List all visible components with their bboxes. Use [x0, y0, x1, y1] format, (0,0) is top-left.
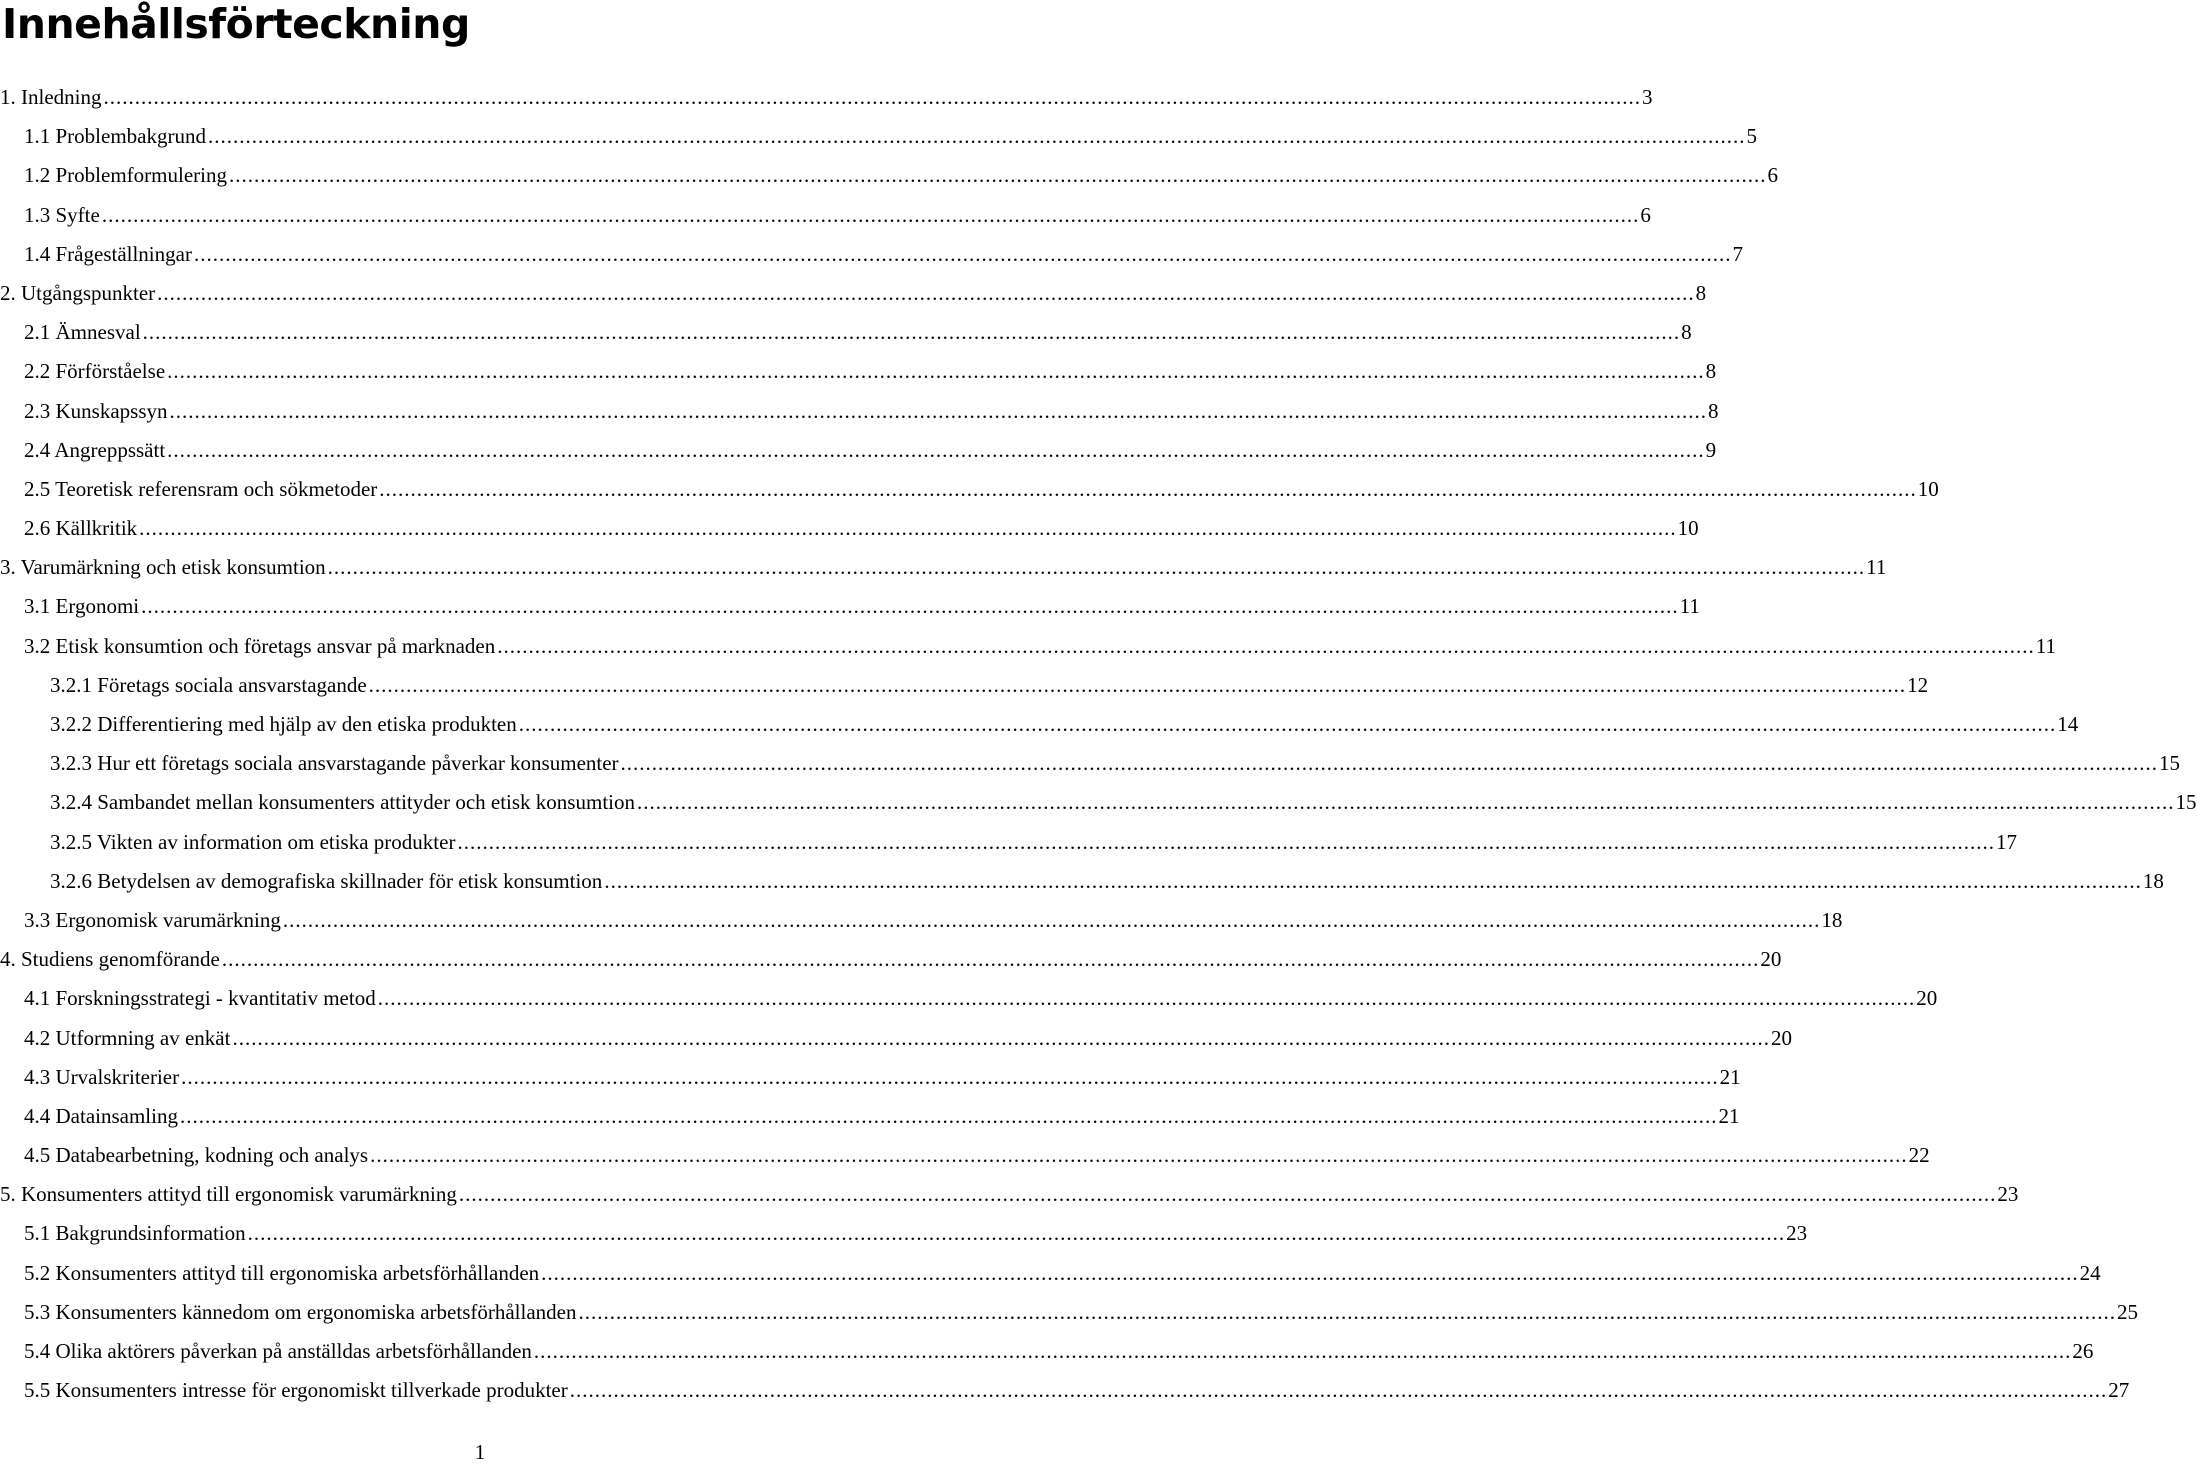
toc-dot-leader — [578, 1293, 2116, 1332]
toc-entry-page: 8 — [1708, 398, 1719, 423]
toc-entry-page: 12 — [1907, 672, 1929, 697]
toc-entry[interactable] — [0, 979, 1938, 1018]
toc-entry[interactable] — [0, 783, 2197, 822]
toc-entry[interactable] — [0, 1293, 2138, 1332]
page-number: 1 — [474, 1440, 486, 1464]
toc-entry-page: 10 — [1917, 476, 1939, 501]
toc-dot-leader — [369, 666, 1907, 705]
toc-entry-label: 4.5 Databearbetning, kodning och analys — [24, 1143, 369, 1168]
toc-entry-label: 4.2 Utformning av enkät — [24, 1025, 231, 1050]
toc-entry-label: 3.2.6 Betydelsen av demografiska skillnader för etisk konsumtion — [50, 868, 603, 893]
toc-dot-leader — [167, 352, 1705, 391]
toc-dot-leader — [378, 979, 1916, 1018]
toc-dot-leader — [459, 1175, 1997, 1214]
toc-entry-label: 2.3 Kunskapssyn — [24, 398, 168, 423]
toc-entry-label: 5. Konsumenters attityd till ergonomisk varumärkning — [0, 1182, 457, 1207]
toc-entry-label: 2.5 Teoretisk referensram och sökmetoder — [24, 476, 378, 501]
toc-entry-page: 15 — [2175, 790, 2197, 815]
toc-entry[interactable] — [0, 78, 1653, 117]
toc-entry-label: 3.1 Ergonomi — [24, 594, 140, 619]
toc-entry-label: 1.3 Syfte — [24, 202, 100, 227]
toc-dot-leader — [534, 1332, 2072, 1371]
toc-entry[interactable] — [0, 1371, 2130, 1410]
toc-entry-page: 11 — [1866, 555, 1887, 580]
toc-entry[interactable] — [0, 901, 1843, 940]
toc-dot-leader — [604, 862, 2142, 901]
toc-dot-leader — [102, 196, 1640, 235]
toc-dot-leader — [541, 1254, 2079, 1293]
toc-dot-leader — [180, 1097, 1718, 1136]
toc-entry-page: 20 — [1760, 947, 1782, 972]
toc-entry-page: 6 — [1640, 202, 1651, 227]
toc-dot-leader — [181, 1058, 1719, 1097]
toc-entry-label: 3.2 Etisk konsumtion och företags ansvar på marknaden — [24, 633, 496, 658]
toc-entry-page: 25 — [2116, 1299, 2138, 1324]
toc-entry[interactable] — [0, 823, 2017, 862]
toc-dot-leader — [208, 117, 1746, 156]
toc-entry-label: 1.4 Frågeställningar — [24, 241, 192, 266]
toc-dot-leader — [519, 705, 2057, 744]
toc-entry[interactable] — [0, 1175, 2019, 1214]
toc-entry-page: 5 — [1746, 124, 1757, 149]
toc-entry-label: 3.2.4 Sambandet mellan konsumenters attityder och etisk konsumtion — [50, 790, 635, 815]
toc-entry[interactable] — [0, 509, 1699, 548]
toc-entry-label: 3.2.1 Företags sociala ansvarstagande — [50, 672, 367, 697]
toc-dot-leader — [141, 587, 1679, 626]
toc-entry-label: 2.4 Angreppssätt — [24, 437, 166, 462]
toc-entry-page: 17 — [1995, 829, 2017, 854]
toc-entry-label: 3.2.3 Hur ett företags sociala ansvarstagande påverkar konsumenter — [50, 751, 619, 776]
toc-entry[interactable] — [0, 627, 2056, 666]
toc-entry-page: 22 — [1908, 1143, 1930, 1168]
toc-entry-page: 15 — [2159, 751, 2181, 776]
toc-dot-leader — [457, 823, 1995, 862]
toc-entry[interactable] — [0, 235, 1743, 274]
toc-entry[interactable] — [0, 274, 1707, 313]
toc-entry[interactable] — [0, 117, 1757, 156]
toc-dot-leader — [637, 783, 2175, 822]
toc-dot-leader — [103, 78, 1641, 117]
toc-dot-leader — [232, 1019, 1770, 1058]
toc-entry[interactable] — [0, 1332, 2094, 1371]
toc-entry-page: 11 — [2035, 633, 2056, 658]
toc-entry-label: 5.3 Konsumenters kännedom om ergonomiska arbetsförhållanden — [24, 1299, 577, 1324]
toc-entry[interactable] — [0, 666, 1929, 705]
toc-dot-leader — [139, 509, 1677, 548]
toc-dot-leader — [370, 1136, 1908, 1175]
toc-entry[interactable] — [0, 313, 1692, 352]
toc-entry-page: 23 — [1786, 1221, 1808, 1246]
toc-entry[interactable] — [0, 744, 2181, 783]
toc-entry-page: 18 — [2142, 868, 2164, 893]
toc-entry[interactable] — [0, 1136, 1930, 1175]
toc-entry-label: 5.4 Olika aktörers påverkan på anställdas arbetsförhållanden — [24, 1339, 532, 1363]
toc-entry-page: 8 — [1681, 320, 1692, 345]
toc-entry-label: 4.1 Forskningsstrategi - kvantitativ metod — [24, 986, 376, 1011]
toc-entry[interactable] — [0, 196, 1651, 235]
toc-entry-page: 8 — [1695, 280, 1707, 305]
toc-entry[interactable] — [0, 587, 1700, 626]
toc-entry[interactable] — [0, 156, 1778, 195]
toc-entry-page: 18 — [1821, 907, 1843, 932]
toc-dot-leader — [194, 235, 1732, 274]
toc-entry-label: 4.4 Datainsamling — [24, 1103, 178, 1128]
toc-entry[interactable] — [0, 705, 2079, 744]
toc-dot-leader — [229, 156, 1767, 195]
toc-entry-label: 3. Varumärkning och etisk konsumtion — [0, 555, 326, 580]
toc-entry[interactable] — [0, 392, 1719, 431]
toc-dot-leader — [143, 313, 1681, 352]
toc-entry-label: 2. Utgångspunkter — [0, 280, 156, 305]
toc-entry-label: 5.1 Bakgrundsinformation — [24, 1221, 246, 1246]
toc-entry-label: 1. Inledning — [0, 85, 102, 109]
toc-entry-page: 23 — [1997, 1182, 2019, 1207]
toc-entry[interactable] — [0, 352, 1717, 391]
toc-entry-label: 2.1 Ämnesval — [24, 320, 141, 345]
page-title: Innehållsförteckning — [2, 0, 470, 48]
toc-entry-label: 2.6 Källkritik — [24, 516, 138, 541]
toc-dot-leader — [621, 744, 2159, 783]
toc-entry-page: 8 — [1705, 359, 1717, 384]
toc-entry-page: 6 — [1767, 163, 1778, 188]
toc-entry-page: 3 — [1641, 85, 1653, 109]
toc-entry-page: 9 — [1705, 437, 1717, 462]
toc-entry[interactable] — [0, 548, 1887, 587]
toc-dot-leader — [157, 274, 1695, 313]
toc-dot-leader — [248, 1214, 1786, 1253]
toc-entry[interactable] — [0, 1254, 2101, 1293]
toc-entry[interactable] — [0, 940, 1782, 979]
toc-entry-label: 4.3 Urvalskriterier — [24, 1064, 180, 1089]
toc-entry-page: 21 — [1718, 1103, 1740, 1128]
toc-dot-leader — [328, 548, 1866, 587]
toc-dot-leader — [167, 431, 1705, 470]
toc-entry-label: 3.3 Ergonomisk varumärkning — [24, 907, 281, 932]
toc-dot-leader — [570, 1371, 2108, 1410]
toc-entry-page: 27 — [2108, 1378, 2130, 1403]
toc-entry[interactable] — [0, 862, 2164, 901]
toc-entry-label: 4. Studiens genomförande — [0, 947, 220, 972]
toc-entry-label: 3.2.5 Vikten av information om etiska produkter — [50, 829, 456, 854]
toc-dot-leader — [379, 470, 1917, 509]
toc-entry-label: 5.2 Konsumenters attityd till ergonomiska arbetsförhållanden — [24, 1260, 540, 1285]
toc-entry-page: 21 — [1719, 1064, 1741, 1089]
toc-entry-page: 24 — [2079, 1260, 2101, 1285]
toc-entry-label: 1.1 Problembakgrund — [24, 124, 206, 149]
toc-entry-label: 2.2 Förförståelse — [24, 359, 166, 384]
toc-entry[interactable] — [0, 1058, 1741, 1097]
toc-dot-leader — [283, 901, 1821, 940]
toc-entry-page: 7 — [1732, 241, 1743, 266]
toc-dot-leader — [497, 627, 2035, 666]
toc-entry-page: 10 — [1677, 516, 1699, 541]
toc-dot-leader — [170, 392, 1708, 431]
toc-entry-page: 11 — [1679, 594, 1700, 619]
toc-entry[interactable] — [0, 431, 1717, 470]
toc-entry-label: 1.2 Problemformulering — [24, 163, 227, 188]
toc-entry[interactable] — [0, 470, 1939, 509]
table-of-contents — [0, 78, 2197, 1410]
toc-entry-label: 3.2.2 Differentiering med hjälp av den etiska produkten — [50, 712, 517, 736]
toc-dot-leader — [222, 940, 1760, 979]
toc-entry[interactable] — [0, 1214, 1808, 1253]
toc-entry-page: 26 — [2072, 1339, 2094, 1363]
toc-entry-page: 20 — [1916, 986, 1938, 1011]
toc-entry[interactable] — [0, 1097, 1740, 1136]
toc-entry-page: 20 — [1770, 1025, 1792, 1050]
toc-entry-label: 5.5 Konsumenters intresse för ergonomiskt tillverkade produkter — [24, 1378, 568, 1403]
toc-entry[interactable] — [0, 1019, 1792, 1058]
toc-entry-page: 14 — [2057, 712, 2079, 736]
